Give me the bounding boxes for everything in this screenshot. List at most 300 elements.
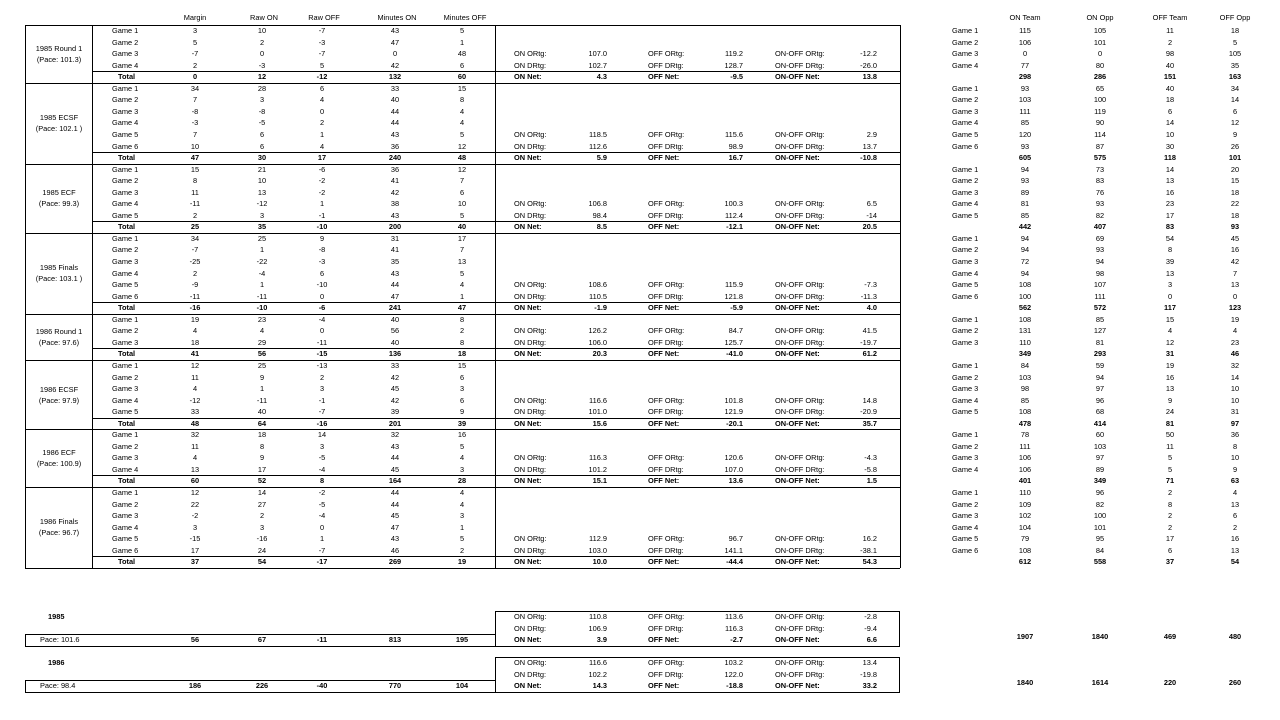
table-cell: 4 — [459, 453, 465, 463]
table-cell: 93 — [1020, 141, 1030, 151]
net-label: ON-OFF Net: — [775, 72, 820, 82]
right-total-cell: 293 — [1093, 349, 1107, 359]
total-cell: 132 — [388, 72, 402, 82]
table-cell: 4 — [459, 280, 465, 290]
table-cell: 120 — [1018, 129, 1032, 139]
net-label: ON Net: — [514, 418, 542, 428]
table-cell: 0 — [1022, 49, 1028, 59]
net-value: 35.7 — [862, 418, 877, 428]
table-cell: 106 — [1018, 37, 1032, 47]
table-cell: 43 — [390, 210, 400, 220]
summary-total-cell: -40 — [316, 681, 328, 691]
summary-total-cell: 226 — [255, 681, 269, 691]
table-cell: -3 — [318, 257, 326, 266]
rating-value: -12.2 — [860, 49, 877, 59]
rating-label: ON-OFF DRtg: — [775, 141, 825, 151]
table-cell: 15 — [457, 83, 467, 93]
game-label: Game 1 — [112, 26, 139, 35]
game-label: Game 5 — [112, 210, 139, 220]
table-cell: 1 — [259, 384, 265, 394]
table-cell: 7 — [459, 176, 465, 186]
game-label: Game 2 — [952, 372, 979, 382]
table-cell: 2 — [192, 60, 198, 70]
table-cell: 87 — [1095, 141, 1105, 151]
rating-value: 6.5 — [866, 199, 877, 209]
right-total-cell: 407 — [1093, 222, 1107, 232]
rating-label: ON-OFF DRtg: — [775, 407, 825, 417]
table-cell: 85 — [1095, 314, 1105, 324]
game-label: Game 4 — [952, 395, 979, 405]
table-cell: 46 — [390, 545, 400, 555]
table-cell: 83 — [1095, 176, 1105, 186]
right-total-cell: 54 — [1230, 557, 1240, 567]
table-cell: 127 — [1093, 326, 1107, 336]
total-cell: 12 — [257, 72, 267, 82]
game-label: Game 2 — [112, 37, 139, 47]
net-label: ON Net: — [514, 303, 542, 313]
table-cell: 14 — [317, 430, 327, 440]
rating-value: 106.9 — [588, 623, 607, 633]
right-total-cell: 151 — [1163, 72, 1177, 82]
table-cell: -2 — [318, 488, 326, 497]
net-label: ON Net: — [514, 153, 542, 163]
rating-value: 126.2 — [588, 326, 607, 336]
table-cell: -7 — [318, 26, 326, 35]
table-cell: 101 — [1093, 37, 1107, 47]
rating-label: ON ORtg: — [514, 129, 547, 139]
total-cell: -17 — [316, 557, 328, 567]
rating-value: 116.3 — [725, 623, 743, 633]
table-cell: -7 — [191, 245, 199, 255]
net-value: 20.3 — [592, 349, 607, 359]
table-cell: 131 — [1018, 326, 1032, 336]
game-label: Game 5 — [112, 129, 139, 139]
table-cell: 2 — [459, 545, 465, 555]
table-cell: 13 — [1230, 545, 1240, 555]
game-label: Game 4 — [952, 199, 979, 209]
game-label: Game 3 — [112, 106, 139, 116]
rating-label: OFF DRtg: — [648, 141, 684, 151]
table-cell: 98 — [1020, 384, 1030, 394]
summary-pace: Pace: 101.6 — [40, 635, 80, 645]
total-label: Total — [118, 153, 136, 163]
rating-label: OFF DRtg: — [648, 669, 684, 679]
table-cell: 43 — [390, 268, 400, 278]
net-value: 6.6 — [866, 635, 877, 645]
rating-value: 102.2 — [588, 669, 607, 679]
game-label: Game 3 — [952, 106, 979, 116]
table-cell: 16 — [1230, 245, 1240, 255]
rating-value: 16.2 — [862, 534, 877, 544]
rating-label: ON ORtg: — [514, 326, 547, 336]
right-total-cell: 562 — [1018, 303, 1032, 313]
table-cell: 103 — [1018, 372, 1032, 382]
table-cell: 9 — [459, 407, 465, 417]
table-cell: -4 — [318, 464, 326, 474]
table-cell: 40 — [1165, 60, 1175, 70]
table-cell: -7 — [191, 49, 199, 59]
table-cell: 41 — [390, 245, 400, 255]
table-cell: 14 — [1165, 164, 1175, 174]
total-cell: 269 — [388, 557, 402, 567]
table-border — [495, 25, 496, 568]
rating-value: 110.8 — [589, 612, 607, 621]
rating-label: ON ORtg: — [514, 612, 547, 621]
right-total-cell: 558 — [1093, 557, 1107, 567]
table-cell: 7 — [1232, 268, 1238, 278]
table-cell: 33 — [390, 360, 400, 370]
game-label: Game 1 — [952, 233, 979, 243]
table-cell: 10 — [1165, 129, 1175, 139]
table-cell: 10 — [1230, 384, 1240, 394]
table-cell: 3 — [459, 511, 465, 521]
table-cell: 9 — [259, 372, 265, 382]
game-label: Game 1 — [952, 26, 979, 35]
column-header: Minutes OFF — [443, 13, 487, 22]
table-cell: 12 — [457, 141, 467, 151]
net-value: 1.5 — [866, 476, 877, 486]
total-cell: 8 — [319, 476, 325, 486]
table-cell: 106 — [1018, 453, 1032, 463]
table-cell: 13 — [257, 187, 267, 197]
table-cell: 19 — [190, 314, 200, 324]
column-header: Minutes ON — [377, 13, 417, 22]
table-cell: -16 — [256, 534, 268, 544]
rating-value: 102.7 — [588, 60, 607, 70]
total-cell: 40 — [457, 222, 467, 232]
table-cell: 13 — [1165, 384, 1175, 394]
game-label: Game 1 — [112, 233, 139, 243]
table-cell: 12 — [457, 164, 467, 174]
table-cell: -2 — [318, 176, 326, 186]
rating-label: OFF ORtg: — [648, 395, 685, 405]
table-cell: 11 — [191, 187, 199, 197]
rating-label: ON-OFF DRtg: — [775, 464, 825, 474]
rating-value: 106.8 — [588, 199, 607, 209]
right-total-cell: 123 — [1228, 303, 1242, 313]
table-cell: 4 — [1232, 326, 1238, 336]
table-cell: 45 — [390, 511, 400, 521]
table-cell: -11 — [256, 395, 268, 405]
table-cell: -2 — [191, 511, 199, 521]
table-cell: 5 — [319, 60, 325, 70]
table-cell: 9 — [1232, 464, 1238, 474]
net-value: 10.0 — [592, 557, 607, 567]
table-cell: 6 — [459, 395, 465, 405]
table-cell: 8 — [1167, 245, 1173, 255]
rating-value: 115.6 — [725, 129, 743, 139]
total-cell: 52 — [257, 476, 267, 486]
table-cell: 84 — [1095, 545, 1105, 555]
game-label: Game 1 — [112, 314, 139, 324]
table-cell: 94 — [1020, 164, 1030, 174]
net-value: -18.8 — [726, 681, 743, 691]
table-cell: 45 — [390, 384, 400, 394]
table-cell: -3 — [191, 118, 199, 128]
table-cell: 14 — [1230, 95, 1240, 105]
rating-value: 118.5 — [589, 129, 607, 139]
table-cell: 65 — [1095, 83, 1105, 93]
table-cell: 1 — [459, 291, 465, 301]
rating-label: ON DRtg: — [514, 141, 547, 151]
table-cell: 94 — [1020, 245, 1030, 255]
total-cell: 164 — [388, 476, 402, 486]
total-cell: 18 — [457, 349, 467, 359]
table-cell: 47 — [390, 291, 400, 301]
rating-label: OFF DRtg: — [648, 337, 684, 347]
rating-value: 119.2 — [725, 49, 743, 59]
rating-label: OFF ORtg: — [648, 199, 685, 209]
series-name: 1985 Round 1 — [35, 43, 83, 53]
game-label: Game 3 — [952, 337, 979, 347]
total-cell: 136 — [388, 349, 402, 359]
table-cell: 1 — [319, 199, 325, 209]
rating-value: 112.9 — [589, 534, 607, 544]
table-cell: 11 — [1166, 26, 1174, 35]
net-value: -5.9 — [730, 303, 743, 313]
table-cell: 81 — [1095, 337, 1105, 347]
total-cell: 241 — [388, 303, 402, 313]
rating-label: OFF DRtg: — [648, 291, 684, 301]
rating-value: 13.7 — [862, 141, 877, 151]
table-cell: 5 — [459, 210, 465, 220]
table-cell: 12 — [190, 488, 200, 497]
table-cell: -1 — [318, 210, 326, 220]
table-cell: 100 — [1093, 511, 1107, 521]
table-cell: 59 — [1095, 360, 1105, 370]
table-cell: 6 — [259, 129, 265, 139]
table-cell: 16 — [1230, 534, 1240, 544]
table-cell: 6 — [459, 60, 465, 70]
summary-total-cell: 56 — [190, 635, 200, 645]
table-cell: 94 — [1095, 372, 1105, 382]
table-cell: 32 — [1230, 360, 1240, 370]
total-cell: 47 — [457, 303, 467, 313]
rating-value: -26.0 — [860, 60, 877, 70]
net-value: 13.8 — [862, 72, 877, 82]
table-cell: 40 — [390, 314, 400, 324]
game-label: Game 2 — [112, 176, 139, 186]
rating-value: 13.4 — [862, 658, 877, 667]
net-label: ON Net: — [514, 681, 542, 691]
net-label: ON-OFF Net: — [775, 153, 820, 163]
right-total-cell: 81 — [1165, 418, 1175, 428]
net-value: 13.6 — [728, 476, 743, 486]
table-cell: 93 — [1095, 245, 1105, 255]
right-total-cell: 37 — [1165, 557, 1175, 567]
table-cell: 93 — [1095, 199, 1105, 209]
table-cell: 13 — [457, 257, 467, 266]
table-cell: 4 — [459, 499, 465, 509]
total-cell: 240 — [388, 153, 402, 163]
table-cell: 5 — [1167, 464, 1173, 474]
right-total-cell: 349 — [1093, 476, 1107, 486]
table-cell: 107 — [1093, 280, 1107, 290]
table-cell: -1 — [318, 395, 326, 405]
table-cell: 42 — [390, 372, 400, 382]
table-cell: 30 — [1165, 141, 1175, 151]
table-cell: 10 — [257, 26, 267, 35]
series-name: 1986 Round 1 — [35, 326, 83, 336]
rating-label: ON ORtg: — [514, 658, 547, 667]
total-cell: 35 — [257, 222, 267, 232]
table-border — [900, 25, 901, 568]
table-cell: 4 — [259, 326, 265, 336]
game-label: Game 2 — [112, 372, 139, 382]
table-cell: 2 — [192, 210, 198, 220]
column-header: OFF Opp — [1219, 13, 1251, 22]
game-label: Game 2 — [952, 95, 979, 105]
table-cell: 81 — [1020, 199, 1030, 209]
table-cell: 10 — [1230, 395, 1240, 405]
table-cell: 11 — [191, 441, 199, 451]
table-cell: 23 — [1165, 199, 1175, 209]
table-cell: 1 — [319, 129, 325, 139]
table-cell: 43 — [390, 441, 400, 451]
series-pace: (Pace: 97.9) — [38, 395, 80, 405]
rating-label: ON-OFF ORtg: — [775, 129, 825, 139]
rating-value: 96.7 — [728, 534, 743, 544]
table-cell: 20 — [1230, 164, 1240, 174]
rating-value: 113.6 — [725, 612, 743, 621]
net-value: -20.1 — [726, 418, 743, 428]
rating-label: OFF DRtg: — [648, 210, 684, 220]
summary-right-cell: 1840 — [1016, 678, 1034, 687]
column-header: Margin — [183, 13, 207, 22]
table-cell: 32 — [390, 430, 400, 440]
table-cell: 105 — [1228, 49, 1242, 59]
summary-total-cell: 186 — [188, 681, 202, 691]
game-label: Game 6 — [952, 545, 979, 555]
table-cell: 44 — [390, 118, 400, 128]
table-cell: 5 — [192, 37, 198, 47]
net-value: 15.6 — [592, 418, 607, 428]
table-cell: 3 — [1167, 280, 1173, 290]
table-cell: -5 — [318, 499, 326, 509]
series-name: 1985 ECF — [42, 188, 76, 198]
game-label: Game 1 — [952, 488, 979, 497]
table-cell: 43 — [390, 26, 400, 35]
rating-value: -4.3 — [864, 453, 877, 463]
right-total-cell: 46 — [1230, 349, 1240, 359]
table-cell: 5 — [459, 26, 465, 35]
table-cell: 108 — [1018, 280, 1032, 290]
column-header: OFF Team — [1152, 13, 1188, 22]
table-cell: -9 — [191, 280, 199, 290]
game-label: Game 5 — [112, 534, 139, 544]
table-cell: 85 — [1020, 118, 1030, 128]
table-cell: 18 — [1230, 26, 1240, 35]
table-cell: 41 — [390, 176, 400, 186]
right-total-cell: 93 — [1230, 222, 1240, 232]
net-value: 8.5 — [596, 222, 607, 232]
game-label: Game 3 — [112, 384, 139, 394]
table-cell: 4 — [459, 118, 465, 128]
right-total-cell: 401 — [1018, 476, 1032, 486]
table-cell: 80 — [1095, 60, 1105, 70]
rating-value: 116.3 — [589, 453, 607, 463]
series-name: 1986 ECSF — [39, 384, 79, 394]
table-cell: 93 — [1020, 176, 1030, 186]
table-cell: 89 — [1095, 464, 1105, 474]
game-label: Game 2 — [952, 37, 979, 47]
table-border — [25, 25, 26, 568]
table-cell: -8 — [191, 106, 199, 116]
net-label: ON-OFF Net: — [775, 681, 820, 691]
table-cell: 2 — [259, 37, 265, 47]
summary-total-cell: 770 — [388, 681, 402, 691]
series-pace: (Pace: 96.7) — [38, 528, 80, 538]
rating-label: ON-OFF DRtg: — [775, 623, 825, 633]
table-cell: 5 — [459, 268, 465, 278]
summary-right-cell: 1907 — [1016, 632, 1034, 641]
table-cell: 6 — [1167, 545, 1173, 555]
game-label: Game 4 — [952, 268, 979, 278]
rating-label: OFF DRtg: — [648, 464, 684, 474]
table-cell: 101 — [1093, 522, 1107, 532]
table-cell: 6 — [459, 372, 465, 382]
total-label: Total — [118, 72, 136, 82]
rating-label: OFF ORtg: — [648, 326, 685, 336]
table-cell: 2 — [319, 118, 325, 128]
rating-label: ON-OFF DRtg: — [775, 60, 825, 70]
total-cell: 54 — [257, 557, 267, 567]
table-cell: 27 — [257, 499, 267, 509]
game-label: Game 3 — [952, 384, 979, 394]
series-name: 1985 Finals — [39, 263, 79, 273]
table-cell: 42 — [390, 395, 400, 405]
total-cell: 37 — [190, 557, 200, 567]
rating-label: OFF ORtg: — [648, 612, 685, 621]
rating-value: -19.8 — [860, 669, 877, 679]
table-cell: 39 — [390, 407, 400, 417]
total-cell: -10 — [316, 222, 328, 232]
game-label: Game 1 — [952, 83, 979, 93]
rating-value: 41.5 — [862, 326, 877, 336]
table-cell: 2 — [1167, 511, 1173, 521]
game-label: Game 2 — [112, 95, 139, 105]
table-cell: 2 — [459, 326, 465, 336]
table-cell: 29 — [257, 337, 267, 347]
game-label: Game 6 — [952, 291, 979, 301]
table-cell: 119 — [1094, 106, 1106, 116]
table-cell: 0 — [392, 49, 398, 59]
rating-label: ON-OFF ORtg: — [775, 395, 825, 405]
game-label: Game 2 — [952, 245, 979, 255]
net-value: 15.1 — [592, 476, 607, 486]
game-label: Game 3 — [952, 187, 979, 197]
table-cell: 12 — [1165, 337, 1175, 347]
table-border — [92, 25, 93, 568]
rating-label: OFF ORtg: — [648, 49, 685, 59]
table-cell: 44 — [390, 453, 400, 463]
table-cell: 6 — [1232, 106, 1238, 116]
game-label: Game 6 — [112, 545, 139, 555]
net-value: -44.4 — [726, 557, 743, 567]
table-cell: 5 — [459, 441, 465, 451]
table-cell: 47 — [390, 522, 400, 532]
table-cell: 8 — [192, 176, 198, 186]
table-cell: 38 — [390, 199, 400, 209]
game-label: Game 4 — [112, 395, 139, 405]
series-pace: (Pace: 97.6) — [38, 337, 80, 347]
rating-value: 141.1 — [724, 545, 743, 555]
table-cell: 105 — [1093, 26, 1107, 35]
net-label: ON-OFF Net: — [775, 349, 820, 359]
net-value: -9.5 — [730, 72, 743, 82]
table-cell: 3 — [192, 26, 198, 35]
net-label: ON Net: — [514, 557, 542, 567]
